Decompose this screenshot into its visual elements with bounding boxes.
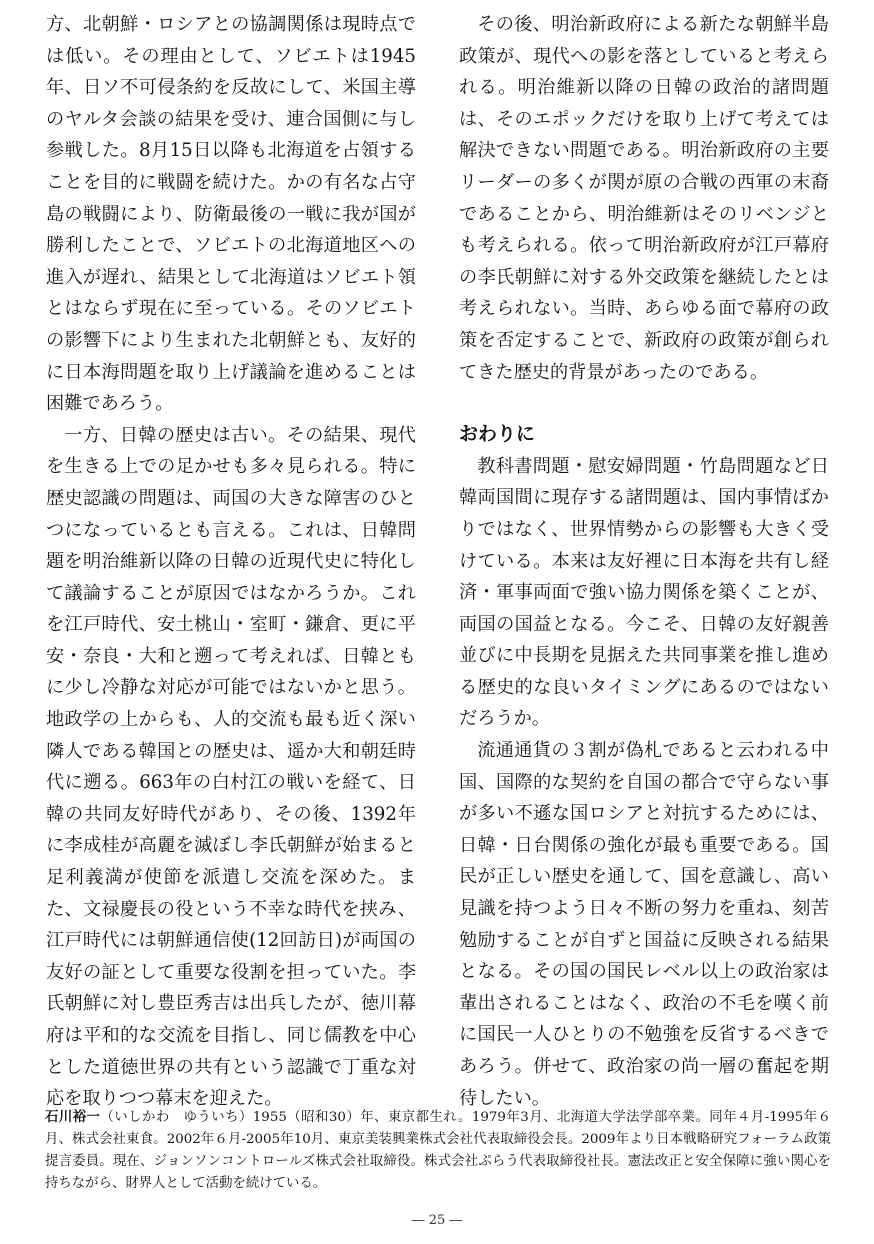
left-column [46,9,416,1115]
body-paragraph: 流通通貨の３割が偽札であると云われる中国、国際的な契約を自国の都合で守らない事が多い不遜な国ロシアと対抗するためには、日韓・日台関係の強化が最も重要である。国民が正しい歴史を通して、国を意識し、高い見識を持つよう日々不断の努力を重ね、刻苦勉励することが自ずと国益に反映される結果となる。その国の国民レベル以上の政治家は輩出されることはなく、政治の不毛を嘆く前に国民一人ひとりの不勉強を反省するべきであろう。併せて、政治家の尚一層の奮起を期待したい。 [459,740,829,1109]
body-paragraph: 方、北朝鮮・ロシアとの協調関係は現時点では低い。その理由として、ソビエトは1945年、日ソ不可侵条約を反故にして、米国主導のヤルタ会談の結果を受け、連合国側に与し参戦した。8月15日以降も北海道を占領することを目的に戦闘を続けた。かの有名な占守島の戦闘により、防衛最後の一戦に我が国が勝利したことで、ソビエトの北海道地区への進入が遅れ、結果として北海道はソビエト領とはならず現在に至っている。そのソビエトの影響下により生まれた北朝鮮とも、友好的に日本海問題を取り上げ議論を進めることは困難であろう。 [46,14,416,415]
body-paragraph: その後、明治新政府による新たな朝鮮半島政策が、現代への影を落としていると考えられる。明治維新以降の日韓の政治的諸問題は、そのエポックだけを取り上げて考えては解決できない問題である。明治新政府の主要リーダーの多くが関が原の合戦の西軍の末裔であることから、明治維新はそのリベンジとも考えられる。依って明治新政府が江戸幕府の李氏朝鮮に対する外交政策を継続したとは考えられない。当時、あらゆる面で幕府の政策を否定することで、新政府の政策が創られてきた歴史的背景があったのである。 [459,14,829,383]
author-bio-text: （いしかわ ゆういち）1955（昭和30）年、東京都生れ。1979年3月、北海道大学法学部卒業。同年４月-1995年６月、株式会社東食。2002年６月-2005年10月、東京美装興業株式会社代表取締役会長。2009年より日本戦略研究フォーラム政策提言委員。現在、ジョンソンコントロールズ株式会社取締役。株式会社ぷらう代表取締役社長。憲法改正と安全保障に強い関心を持ちながら、財界人として活動を続けている。 [45,1110,832,1191]
author-name: 石川裕一 [45,1110,101,1125]
body-paragraph: 教科書問題・慰安婦問題・竹島問題など日韓両国間に現存する諸問題は、国内事情ばかりではなく、世界情勢からの影響も大きく受けている。本来は友好裡に日本海を共有し経済・軍事両面で強い協力関係を築くことが、両国の国益となる。今こそ、日韓の友好親善並びに中長期を見据えた共同事業を推し進める歴史的な良いタイミングにあるのではないだろうか。 [459,455,829,730]
author-bio [45,1107,831,1195]
section-heading: おわりに [459,423,536,446]
right-column [459,9,829,1114]
page-number: ― 25 ― [411,1213,463,1228]
body-paragraph: 一方、日韓の歴史は古い。その結果、現代を生きる上での足かせも多々見られる。特に歴史認識の問題は、両国の大きな障害のひとつになっているとも言える。これは、日韓問題を明治維新以降の日韓の近現代史に特化して議論することが原因ではなかろうか。これを江戸時代、安土桃山・室町・鎌倉、更に平安・奈良・大和と遡って考えれば、日韓ともに少し冷静な対応が可能ではないかと思う。地政学の上からも、人的交流も最も近く深い隣人である韓国との歴史は、遥か大和朝廷時代に遡る。663年の白村江の戦いを経て、日韓の共同友好時代があり、その後、1392年に李成桂が高麗を滅ぼし李氏朝鮮が始まると足利義満が使節を派遣し交流を深めた。また、文禄慶長の役という不幸な時代を挟み、江戸時代には朝鮮通信使(12回訪日)が両国の友好の証として重要な役割を担っていた。李氏朝鮮に対し豊臣秀吉は出兵したが、徳川幕府は平和的な交流を目指し、同じ儒教を中心とした道徳世界の共有という認識で丁重な対応を取りつつ幕末を迎えた。 [46,424,416,1110]
